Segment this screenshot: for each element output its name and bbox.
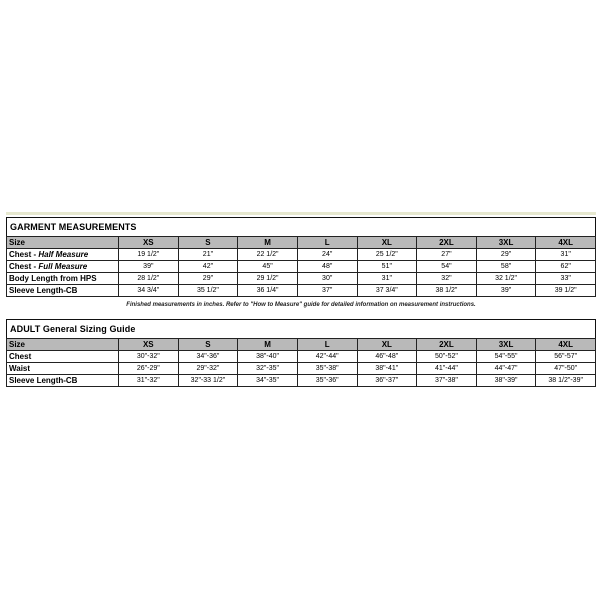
size-header-label: Size xyxy=(7,339,119,351)
table-row xyxy=(7,249,596,261)
table-cell: 45" xyxy=(238,261,298,273)
row-label-emphasis: Full Measure xyxy=(38,262,88,271)
table-cell: 29"-32" xyxy=(178,363,238,375)
table-cell: 27" xyxy=(417,249,477,261)
adult-sizing-guide-section xyxy=(6,319,596,387)
size-header-cell: XL xyxy=(357,237,417,249)
table-cell: 33" xyxy=(536,273,596,285)
row-label-main: Sleeve Length-CB xyxy=(9,286,78,295)
table-row xyxy=(7,261,596,273)
table-cell: 31" xyxy=(536,249,596,261)
table-cell: 35"-38" xyxy=(297,363,357,375)
row-label-main: Chest - xyxy=(9,262,39,271)
size-header-cell: L xyxy=(297,237,357,249)
size-header-cell: S xyxy=(178,237,238,249)
table-row xyxy=(7,285,596,297)
measurement-note: Finished measurements in inches. Refer to "How to Measure" guide for detailed information on measurement instructions. xyxy=(126,302,476,308)
table-cell: 26"-29" xyxy=(119,363,179,375)
table-cell: 38"-40" xyxy=(238,351,298,363)
table-cell: 30" xyxy=(297,273,357,285)
table-row xyxy=(7,375,596,387)
table-cell: 36"-37" xyxy=(357,375,417,387)
table-cell: 62" xyxy=(536,261,596,273)
top-divider xyxy=(6,212,596,215)
table-cell: 42" xyxy=(178,261,238,273)
table-cell: 37"-38" xyxy=(417,375,477,387)
table-cell: 35"-36" xyxy=(297,375,357,387)
size-header-cell: 3XL xyxy=(476,237,536,249)
table-cell: 47"-50" xyxy=(536,363,596,375)
size-header-cell: S xyxy=(178,339,238,351)
table-cell: 28 1/2" xyxy=(119,273,179,285)
size-header-cell: 2XL xyxy=(417,339,477,351)
adult-sizing-guide-title: ADULT General Sizing Guide xyxy=(6,319,596,338)
row-label-main: Body Length from HPS xyxy=(9,274,97,283)
table-cell: 34"-36" xyxy=(178,351,238,363)
table-cell: 54"-55" xyxy=(476,351,536,363)
table-cell: 51" xyxy=(357,261,417,273)
table-cell: 34 3/4" xyxy=(119,285,179,297)
table-cell: 54" xyxy=(417,261,477,273)
size-header-cell: XL xyxy=(357,339,417,351)
row-label xyxy=(7,249,119,261)
table-cell: 42"-44" xyxy=(297,351,357,363)
table-cell: 29 1/2" xyxy=(238,273,298,285)
table-cell: 39" xyxy=(476,285,536,297)
table-cell: 36 1/4" xyxy=(238,285,298,297)
size-header-cell: M xyxy=(238,339,298,351)
table-cell: 37" xyxy=(297,285,357,297)
table-cell: 34"-35" xyxy=(238,375,298,387)
table-cell: 48" xyxy=(297,261,357,273)
table-cell: 25 1/2" xyxy=(357,249,417,261)
table-cell: 38 1/2" xyxy=(417,285,477,297)
table-cell: 21" xyxy=(178,249,238,261)
row-label: Waist xyxy=(7,363,119,375)
table-cell: 31"-32" xyxy=(119,375,179,387)
table-cell: 58" xyxy=(476,261,536,273)
table-cell: 38"-41" xyxy=(357,363,417,375)
row-label: Sleeve Length-CB xyxy=(7,375,119,387)
size-header-cell: XS xyxy=(119,237,179,249)
size-header-cell: L xyxy=(297,339,357,351)
table-cell: 22 1/2" xyxy=(238,249,298,261)
size-header-cell: 2XL xyxy=(417,237,477,249)
table-cell: 32" xyxy=(417,273,477,285)
table-cell: 38"-39" xyxy=(476,375,536,387)
garment-measurements-section xyxy=(6,217,596,297)
table-cell: 50"-52" xyxy=(417,351,477,363)
table-cell: 35 1/2" xyxy=(178,285,238,297)
table-cell: 39 1/2" xyxy=(536,285,596,297)
table-row xyxy=(7,351,596,363)
table-header-row xyxy=(7,339,596,351)
size-header-cell: M xyxy=(238,237,298,249)
table-cell: 46"-48" xyxy=(357,351,417,363)
adult-sizing-guide-table xyxy=(6,338,596,387)
table-cell: 29" xyxy=(476,249,536,261)
size-header-cell: 3XL xyxy=(476,339,536,351)
table-header-row xyxy=(7,237,596,249)
row-label: Chest xyxy=(7,351,119,363)
garment-measurements-table xyxy=(6,236,596,297)
table-cell: 56"-57" xyxy=(536,351,596,363)
row-label xyxy=(7,285,119,297)
table-row xyxy=(7,363,596,375)
table-row xyxy=(7,273,596,285)
table-cell: 44"-47" xyxy=(476,363,536,375)
table-cell: 37 3/4" xyxy=(357,285,417,297)
table-cell: 38 1/2"-39" xyxy=(536,375,596,387)
size-header-cell: 4XL xyxy=(536,339,596,351)
table-cell: 19 1/2" xyxy=(119,249,179,261)
table-cell: 29" xyxy=(178,273,238,285)
table-cell: 32 1/2" xyxy=(476,273,536,285)
table-cell: 39" xyxy=(119,261,179,273)
table-cell: 31" xyxy=(357,273,417,285)
table-cell: 30"-32" xyxy=(119,351,179,363)
table-cell: 24" xyxy=(297,249,357,261)
size-header-label: Size xyxy=(7,237,119,249)
table-cell: 41"-44" xyxy=(417,363,477,375)
table-cell: 32"-35" xyxy=(238,363,298,375)
size-header-cell: XS xyxy=(119,339,179,351)
table-cell: 32"-33 1/2" xyxy=(178,375,238,387)
row-label xyxy=(7,261,119,273)
garment-measurements-title: GARMENT MEASUREMENTS xyxy=(6,217,596,236)
row-label-main: Chest - xyxy=(9,250,39,259)
row-label-emphasis: Half Measure xyxy=(38,250,89,259)
row-label xyxy=(7,273,119,285)
size-header-cell: 4XL xyxy=(536,237,596,249)
